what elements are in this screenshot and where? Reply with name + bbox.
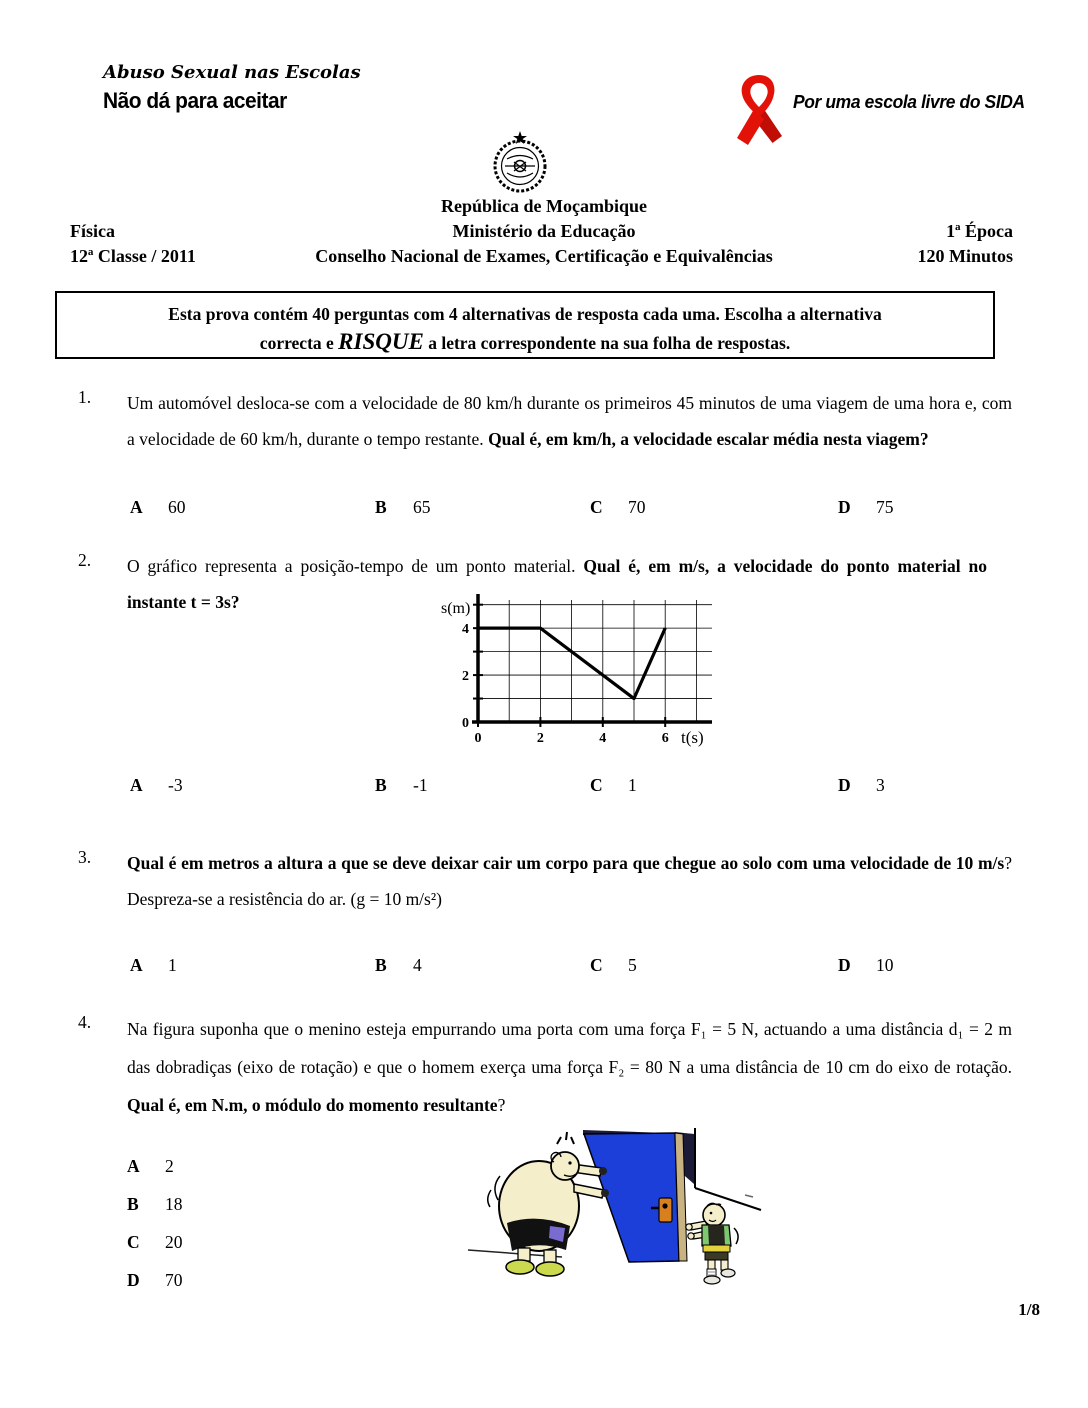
question-1-bold: Qual é, em km/h, a velocidade escalar média nesta viagem? (488, 429, 929, 449)
header-republic: República de Moçambique (440, 196, 647, 216)
option-1d-letter: D (838, 497, 851, 517)
option-3b (375, 955, 422, 976)
option-2a-value: -3 (168, 775, 183, 795)
option-3d (838, 955, 894, 976)
option-4c (127, 1232, 183, 1253)
question-2-options (0, 775, 1088, 801)
option-2d-letter: D (838, 775, 851, 795)
instructions-line2-pre: correcta e (259, 333, 339, 353)
svg-text:4: 4 (599, 731, 607, 746)
header-ministry: Ministério da Educação (452, 221, 636, 241)
header-class-year: 12ª Classe / 2011 (70, 246, 196, 266)
option-4b-value: 18 (165, 1194, 183, 1214)
option-3a-value: 1 (168, 955, 177, 975)
option-1c-letter: C (590, 497, 603, 517)
option-4d (127, 1270, 183, 1291)
aids-ribbon-icon (727, 72, 791, 150)
option-3c (590, 955, 637, 976)
header-row-ministry (0, 221, 1088, 245)
instructions-line2 (57, 328, 993, 357)
option-2b-value: -1 (413, 775, 428, 795)
question-2-bold: Qual é, em m/s, a velocidade do ponto material no instante t = 3s? (127, 556, 987, 612)
header-council: Conselho Nacional de Exames, Certificação e Equivalências (315, 246, 773, 266)
option-1c-value: 70 (628, 497, 646, 517)
option-4a (127, 1156, 174, 1177)
option-1b (375, 497, 431, 518)
option-3c-value: 5 (628, 955, 637, 975)
option-1b-value: 65 (413, 497, 431, 517)
question-4-bold: Qual é, em N.m, o módulo do momento resultante (127, 1095, 498, 1115)
option-2d-value: 3 (876, 775, 885, 795)
option-4a-letter: A (127, 1156, 140, 1176)
door-pushing-cartoon (462, 1118, 762, 1293)
question-1-pre: Um automóvel desloca-se com a velocidade de 80 km/h durante os primeiros 45 minutos de uma viagem de uma hora e, com a velocidade de 60 km/h, durante o tempo restante. (127, 393, 1012, 449)
option-3d-value: 10 (876, 955, 894, 975)
option-3a (130, 955, 177, 976)
option-2c (590, 775, 637, 796)
option-2c-letter: C (590, 775, 603, 795)
option-4b (127, 1194, 183, 1215)
option-4b-letter: B (127, 1194, 139, 1214)
option-4c-letter: C (127, 1232, 140, 1252)
option-3a-letter: A (130, 955, 143, 975)
question-4-text (127, 1010, 1012, 1124)
question-1-text (127, 385, 1012, 457)
option-2c-value: 1 (628, 775, 637, 795)
question-2-pre: O gráfico representa a posição-tempo de um ponto material. (127, 556, 584, 576)
question-3-bold: Qual é em metros a altura a que se deve deixar cair um corpo para que chegue ao solo com uma velocidade de 10 m/s (127, 853, 1005, 873)
svg-text:s(m): s(m) (441, 600, 471, 617)
campaign-slogan-bold: Não dá para aceitar (103, 88, 287, 113)
position-time-chart (440, 590, 722, 750)
option-2b (375, 775, 428, 796)
option-2d (838, 775, 885, 796)
instructions-line2-post: a letra correspondente na sua folha de respostas. (423, 333, 791, 353)
ribbon-slogan-text: Por uma escola livre do SIDA (793, 92, 1025, 112)
question-2-number: 2. (78, 550, 92, 570)
option-1d-value: 75 (876, 497, 894, 517)
option-3c-letter: C (590, 955, 603, 975)
question-4-pre: Na figura suponha que o menino esteja empurrando uma porta com uma força F₁ = 5 N, actuando a uma distância d₁ = 2 m das dobradiças (eixo de rotação) e que o homem exerça uma força F₂ = 80 N a uma distância de 10 cm do eixo de rotação. (127, 1019, 1012, 1077)
option-3b-letter: B (375, 955, 387, 975)
option-4d-letter: D (127, 1270, 140, 1290)
option-4c-value: 20 (165, 1232, 183, 1252)
option-1a-value: 60 (168, 497, 186, 517)
option-1d (838, 497, 894, 518)
question-3-post: ? Despreza-se a resistência do ar. (g = 10 m/s²) (127, 853, 1012, 909)
svg-text:4: 4 (462, 622, 469, 638)
option-3d-letter: D (838, 955, 851, 975)
instructions-line1: Esta prova contém 40 perguntas com 4 alternativas de resposta cada uma. Escolha a alternativa (168, 304, 882, 324)
question-4-number: 4. (78, 1012, 92, 1032)
page-number: 1/8 (1018, 1300, 1040, 1319)
option-1b-letter: B (375, 497, 387, 517)
svg-text:2: 2 (536, 731, 544, 746)
header-duration: 120 Minutos (917, 246, 1013, 266)
option-1c (590, 497, 646, 518)
question-3-number: 3. (78, 847, 92, 867)
header-subject: Física (70, 221, 115, 241)
option-3b-value: 4 (413, 955, 422, 975)
header-row-council (0, 246, 1088, 270)
svg-text:0: 0 (474, 731, 482, 746)
option-2b-letter: B (375, 775, 387, 795)
header-epoch: 1ª Época (946, 221, 1013, 241)
question-4-post: ? (497, 1095, 506, 1115)
option-2a-letter: A (130, 775, 143, 795)
option-1a (130, 497, 186, 518)
svg-text:2: 2 (462, 669, 469, 685)
mozambique-emblem-icon (492, 131, 548, 195)
svg-text:6: 6 (661, 731, 669, 746)
instructions-box (55, 291, 995, 359)
question-1-options (0, 497, 1088, 523)
question-3-text (127, 845, 1012, 917)
header-row-republic (0, 196, 1088, 220)
option-2a (130, 775, 183, 796)
option-1a-letter: A (130, 497, 143, 517)
option-4d-value: 70 (165, 1270, 183, 1290)
svg-text:0: 0 (462, 716, 469, 731)
svg-text:t(s): t(s) (681, 728, 704, 747)
option-4a-value: 2 (165, 1156, 174, 1176)
question-3-options (0, 955, 1088, 981)
question-1-number: 1. (78, 387, 92, 407)
campaign-slogan-script: Abuso Sexual nas Escolas (103, 62, 361, 83)
instructions-risque: RISQUE (338, 329, 424, 354)
